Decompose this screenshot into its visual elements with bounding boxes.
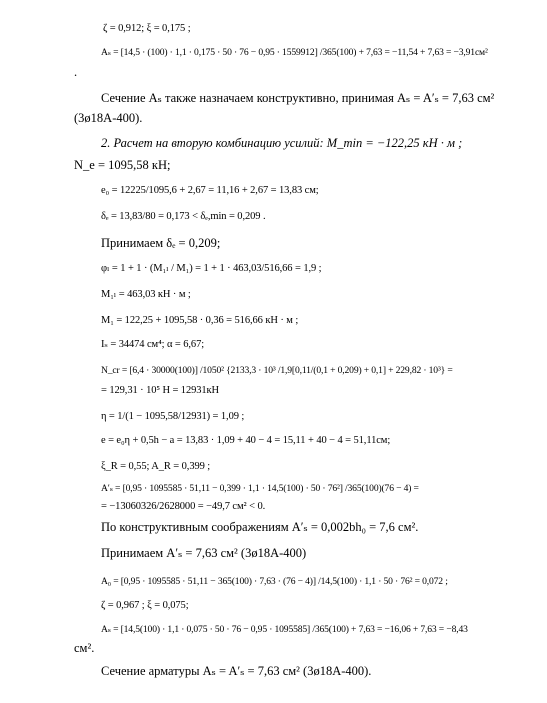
eta-line: η = 1/(1 − 1095,58/12931) = 1,09 ;: [101, 411, 245, 422]
m1-line: M₁ = 122,25 + 1095,58 · 0,36 = 516,66 кН · м ;: [101, 315, 299, 326]
e-line: e = e₀η + 0,5h − a = 13,83 · 1,09 + 40 − 4 = 15,11 + 40 − 4 = 51,11см;: [101, 435, 391, 446]
accept-delta-line: Принимаем δₑ = 0,209;: [101, 236, 221, 250]
ncr-result-line: = 129,31 · 10⁵ Н = 12931кН: [101, 385, 220, 396]
zeta-xi-line-2: ζ = 0,967 ; ξ = 0,075;: [101, 600, 189, 611]
m1l-line: M₁ₗ = 463,03 кН · м ;: [101, 289, 191, 300]
as-formula-line-1: Aₛ = [14,5 · (100) · 1,1 · 0,175 · 50 · 76 − 0,95 · 1559912] /365(100) + 7,63 = −11,54 + 7,63 = −3,91см²: [101, 47, 488, 58]
normal-force-line: N_e = 1095,58 кН;: [74, 158, 171, 172]
accept-as-prime-line: Принимаем A′ₛ = 7,63 см² (3ø18A-400): [101, 546, 307, 560]
constructive-considerations-line: По конструктивным соображениям A′ₛ = 0,002bh₀ = 7,6 см².: [101, 520, 419, 534]
period-mark: .: [74, 65, 78, 79]
as-prime-formula-line: A′ₛ = [0,95 · 1095585 · 51,11 − 0,399 · 1,1 · 14,5(100) · 50 · 76²] /365(100)(76 − 4) =: [101, 483, 419, 494]
xi-r-line: ξ_R = 0,55; A_R = 0,399 ;: [101, 461, 211, 472]
a0-formula-line: A₀ = [0,95 · 1095585 · 51,11 − 365(100) · 7,63 · (76 − 4)] /14,5(100) · 1,1 · 50 · 76² = 0,072 ;: [101, 576, 448, 587]
second-combination-heading: 2. Расчет на вторую комбинацию усилий: M_min = −122,25 кН · м ;: [101, 136, 463, 150]
delta-e-line: δₑ = 13,83/80 = 0,173 < δₑ,min = 0,209 .: [101, 211, 266, 222]
zeta-xi-line-1: ζ = 0,912; ξ = 0,175 ;: [103, 23, 191, 34]
final-reinforcement-line: Сечение арматуры Aₛ = A′ₛ = 7,63 см² (3ø18A-400).: [101, 664, 372, 678]
phi-l-line: φₗ = 1 + 1 · (M₁ₗ / M₁) = 1 + 1 · 463,03/516,66 = 1,9 ;: [101, 263, 322, 274]
ncr-formula-line: N_cr = [6,4 · 30000(100)] /1050² {2133,3 · 10³ /1,9[0,11/(0,1 + 0,209) + 0,1] + 229,82 · 10³} =: [101, 365, 453, 376]
section-constructive-text: Сечение Aₛ также назначаем конструктивно, принимая Aₛ = A′ₛ = 7,63 см²: [101, 91, 495, 105]
inertia-alpha-line: Iₛ = 34474 см⁴; α = 6,67;: [101, 339, 205, 350]
reinforcement-spec-1: (3ø18A-400).: [74, 111, 143, 125]
eccentricity-line: e₀ = 12225/1095,6 + 2,67 = 11,16 + 2,67 = 13,83 см;: [101, 185, 319, 196]
as-formula-line-2: Aₛ = [14,5(100) · 1,1 · 0,075 · 50 · 76 − 0,95 · 1095585] /365(100) + 7,63 = −16,06 + 7,63 = −8,43: [101, 624, 468, 635]
cm2-unit-line: см².: [74, 641, 95, 655]
as-prime-result-line: = −13060326/2628000 = −49,7 см² < 0.: [101, 501, 266, 512]
